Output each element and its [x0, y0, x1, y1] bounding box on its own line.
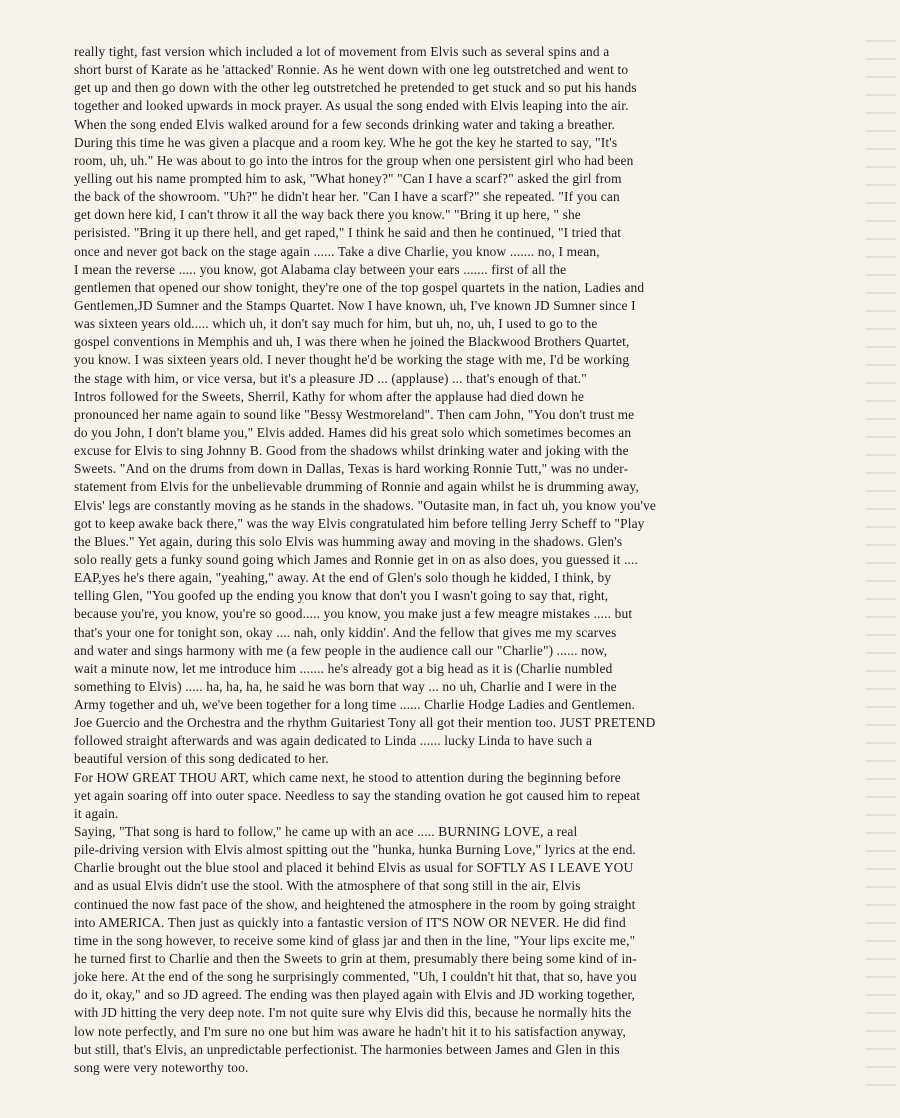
text-line: was sixteen years old..... which uh, it don't say much for him, but uh, no, uh, I used to go to the — [74, 316, 598, 332]
text-line: continued the now fast pace of the show, and heightened the atmosphere in the room by going straight — [74, 896, 636, 912]
text-line: Gentlemen,JD Sumner and the Stamps Quartet. Now I have known, uh, I've known JD Sumner since I — [74, 297, 636, 313]
text-line: When the song ended Elvis walked around for a few seconds drinking water and taking a breather. — [74, 116, 616, 132]
text-line: together and looked upwards in mock prayer. As usual the song ended with Elvis leaping into the air. — [74, 98, 629, 114]
text-line: beautiful version of this song dedicated to her. — [74, 751, 329, 767]
text-line: because you're, you know, you're so good..... you know, you make just a few meagre mistakes ..... but — [74, 606, 633, 622]
text-line: into AMERICA. Then just as quickly into a fantastic version of IT'S NOW OR NEVER. He did find — [74, 914, 626, 930]
text-line: the back of the showroom. "Uh?" he didn't hear her. "Can I have a scarf?" she repeated. "If you can — [74, 189, 620, 205]
text-line: Elvis' legs are constantly moving as he stands in the shadows. "Outasite man, in fact uh, you know you've — [74, 497, 657, 513]
text-line: room, uh, uh." He was about to go into the intros for the group when one persistent girl who had been — [74, 152, 634, 168]
text-line: the Blues." Yet again, during this solo Elvis was humming away and moving in the shadows. Glen's — [74, 533, 623, 549]
text-line: the stage with him, or vice versa, but it's a pleasure JD ... (applause) ... that's enough of that." — [74, 370, 587, 386]
text-line: he turned first to Charlie and then the Sweets to grin at them, presumably there being some kind of in- — [74, 951, 637, 967]
text-line: Army together and uh, we've been together for a long time ...... Charlie Hodge Ladies and Gentlemen. — [74, 697, 636, 713]
text-line: statement from Elvis for the unbelievable drumming of Ronnie and again whilst he is drumming away, — [74, 479, 639, 495]
text-line: Sweets. "And on the drums from down in Dallas, Texas is hard working Ronnie Tutt," was no under- — [74, 461, 629, 477]
text-line: get up and then go down with the other leg outstretched he pretended to get stuck and so put his hands — [74, 80, 637, 96]
text-line: time in the song however, to receive some kind of glass jar and then in the line, "Your lips excite me," — [74, 932, 636, 948]
text-line: pile-driving version with Elvis almost spitting out the "hunka, hunka Burning Love," lyrics at the end. — [74, 842, 636, 858]
text-line: something to Elvis) ..... ha, ha, ha, he said he was born that way ... no uh, Charlie and I were in the — [74, 678, 617, 694]
text-line: low note perfectly, and I'm sure no one but him was aware he hadn't hit it to his satisfaction anyway, — [74, 1023, 627, 1039]
text-line: excuse for Elvis to sing Johnny B. Good from the shadows whilst drinking water and joking with the — [74, 443, 629, 459]
text-line: do you John, I don't blame you," Elvis added. Hames did his great solo which sometimes becomes an — [74, 424, 632, 440]
text-line: once and never got back on the stage again ...... Take a dive Charlie, you know ....... no, I mean, — [74, 243, 600, 259]
text-line: and water and sings harmony with me (a few people in the audience call our "Charlie") ...... now, — [74, 642, 608, 658]
text-line: wait a minute now, let me introduce him ....... he's already got a big head as it is (Charlie numbled — [74, 660, 613, 676]
text-line: For HOW GREAT THOU ART, which came next, he stood to attention during the beginning before — [74, 769, 621, 785]
text-line: with JD hitting the very deep note. I'm not quite sure why Elvis did this, because he normally hits the — [74, 1005, 632, 1021]
text-line: short burst of Karate as he 'attacked' Ronnie. As he went down with one leg outstretched and went to — [74, 62, 629, 78]
text-line: gentlemen that opened our show tonight, they're one of the top gospel quartets in the nation, Ladies and — [74, 279, 645, 295]
text-line: followed straight afterwards and was again dedicated to Linda ...... lucky Linda to have such a — [74, 733, 593, 749]
text-line: EAP,yes he's there again, "yeahing," away. At the end of Glen's solo though he kidded, I think, by — [74, 570, 612, 586]
text-line: and as usual Elvis didn't use the stool. With the atmosphere of that song still in the air, Elvis — [74, 878, 581, 894]
text-line: yet again soaring off into outer space. Needless to say the standing ovation he got caused him to repeat — [74, 787, 641, 803]
text-line: you know. I was sixteen years old. I never thought he'd be working the stage with me, I'd be working — [74, 352, 630, 368]
text-line: got to keep awake back there," was the way Elvis congratulated him before telling Jerry Scheff to "Play — [74, 515, 645, 531]
typewritten-text-block — [74, 43, 838, 1077]
text-line: perisisted. "Bring it up there hell, and get raped," I think he said and then he continued, "I tried that — [74, 225, 622, 241]
text-line: telling Glen, "You goofed up the ending you know that don't you I wasn't going to say that, right, — [74, 588, 609, 604]
text-line: Saying, "That song is hard to follow," he came up with an ace ..... BURNING LOVE, a real — [74, 824, 578, 840]
text-line: get down here kid, I can't throw it all the way back there you know." "Bring it up here, " she — [74, 207, 581, 223]
text-line: solo really gets a funky sound going which James and Ronnie get in on as also does, you guessed it .... — [74, 551, 639, 567]
text-line: I mean the reverse ..... you know, got Alabama clay between your ears ....... first of all the — [74, 261, 567, 277]
text-line: song were very noteworthy too. — [74, 1059, 249, 1075]
text-line: yelling out his name prompted him to ask, "What honey?" "Can I have a scarf?" asked the girl from — [74, 170, 622, 186]
text-line: gospel conventions in Memphis and uh, I was there when he joined the Blackwood Brothers Quartet, — [74, 334, 630, 350]
text-line: it again. — [74, 805, 119, 821]
text-line: Joe Guercio and the Orchestra and the rhythm Guitariest Tony all got their mention too. JUST PRETEND — [74, 715, 656, 731]
text-line: During this time he was given a placque and a room key. Whe he got the key he started to say, "It's — [74, 134, 618, 150]
text-line: do it, okay," and so JD agreed. The ending was then played again with Elvis and JD working together, — [74, 987, 636, 1003]
text-line: joke here. At the end of the song he surprisingly commented, "Uh, I couldn't hit that, that so, have you — [74, 969, 637, 985]
show-through-bleed — [866, 40, 896, 1100]
text-line: but still, that's Elvis, an unpredictable perfectionist. The harmonies between James and Glen in this — [74, 1041, 620, 1057]
text-line: really tight, fast version which included a lot of movement from Elvis such as several spins and a — [74, 44, 610, 59]
text-line: that's your one for tonight son, okay .... nah, only kiddin'. And the fellow that gives me my scarves — [74, 624, 617, 640]
text-line: Charlie brought out the blue stool and placed it behind Elvis as usual for SOFTLY AS I LEAVE YOU — [74, 860, 634, 876]
text-line: pronounced her name again to sound like "Bessy Westmoreland". Then cam John, "You don't trust me — [74, 406, 635, 422]
text-line: Intros followed for the Sweets, Sherril, Kathy for whom after the applause had died down he — [74, 388, 585, 404]
